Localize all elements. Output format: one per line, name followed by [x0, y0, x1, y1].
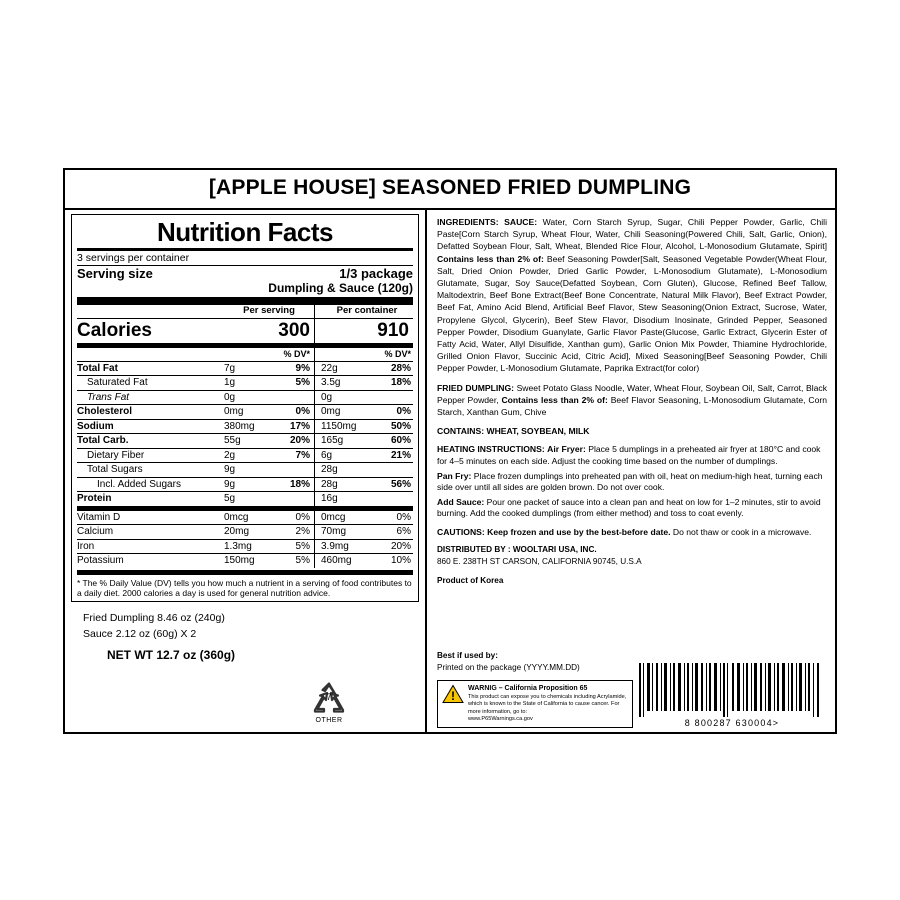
- nutrient-amount-container: 1150mg: [315, 419, 378, 434]
- nutrient-amount-serving: 9g: [220, 463, 276, 478]
- table-row: [77, 434, 413, 449]
- warning-triangle-icon: [442, 684, 464, 724]
- nutrient-dv-container: 6%: [377, 525, 413, 540]
- prop65-body: This product can expose you to chemicals including Acrylamide, which is known to the State of California to cause cancer. For more information, go to:: [468, 693, 627, 715]
- sauce-ingredients-text: Water, Corn Starch Syrup, Sugar, Chili Pepper Powder, Garlic, Chili Paste[Corn Starch Syrup, Wheat Flour, Water, Chili Seasoning(Powered Chili, Salt, Garlic, Onion), Defatted Soybean Flour, Salt, Wheat, Blended Rice Flour, Alcohol, L-Monosodium Glutamate, Spirit]: [437, 217, 827, 252]
- heating-instructions: [437, 444, 827, 520]
- label-footer: [437, 650, 827, 728]
- distributor-address: 860 E. 238TH ST CARSON, CALIFORNIA 90745, U.S.A: [437, 557, 642, 567]
- nutrient-amount-container: 460mg: [315, 554, 378, 568]
- dv-header-2: % DV*: [377, 346, 413, 361]
- dv-header-row: [77, 346, 413, 361]
- nutrient-name: Vitamin D: [77, 508, 220, 525]
- dv-header-1: % DV*: [276, 346, 315, 361]
- table-row: [77, 477, 413, 492]
- barcode-bars: [637, 663, 823, 717]
- nutrient-name: Calcium: [77, 525, 220, 540]
- nutrition-facts-panel: [71, 214, 419, 602]
- nutrient-dv-serving: 18%: [276, 477, 315, 492]
- nutrient-dv-container: 0%: [377, 508, 413, 525]
- nutrient-amount-container: 28g: [315, 477, 378, 492]
- heating-heading: HEATING INSTRUCTIONS:: [437, 444, 545, 455]
- cautions: [437, 527, 827, 537]
- table-row: [77, 463, 413, 478]
- nutrient-dv-container: 10%: [377, 554, 413, 568]
- table-row: [77, 508, 413, 525]
- prop65-title: WARNIG – California Proposition 65: [468, 685, 588, 693]
- calories-label: Calories: [77, 319, 220, 346]
- nutrient-dv-container: [377, 492, 413, 509]
- recycle-symbol: [301, 680, 357, 724]
- serving-size-row: [77, 266, 413, 282]
- nutrient-name: Iron: [77, 539, 220, 554]
- nutrient-amount-container: 3.5g: [315, 376, 378, 391]
- warning-icon: [442, 684, 464, 704]
- nutrient-name: Sodium: [77, 419, 220, 434]
- nutrient-amount-container: 0mcg: [315, 508, 378, 525]
- recycle-label: OTHER: [315, 717, 343, 724]
- ingredients-dumpling: [437, 382, 827, 419]
- table-row: [77, 390, 413, 405]
- nutrient-dv-serving: 0%: [276, 508, 315, 525]
- barcode: [637, 663, 827, 728]
- table-row: [77, 525, 413, 540]
- page-title: [APPLE HOUSE] SEASONED FRIED DUMPLING: [65, 170, 835, 210]
- nutrient-amount-serving: 380mg: [220, 419, 276, 434]
- net-weight: NET WT 12.7 oz (360g): [107, 647, 236, 662]
- product-label: [63, 168, 837, 734]
- nutrient-dv-container: 21%: [377, 448, 413, 463]
- nutrient-amount-serving: 150mg: [220, 554, 276, 568]
- sauce-label: SAUCE:: [504, 217, 538, 227]
- nutrient-amount-serving: 55g: [220, 434, 276, 449]
- barcode-number: [637, 718, 827, 728]
- nutrient-dv-serving: 2%: [276, 525, 315, 540]
- nutrient-amount-container: 22g: [315, 361, 378, 376]
- nutrient-amount-serving: 0mcg: [220, 508, 276, 525]
- table-row: [77, 539, 413, 554]
- nutrient-dv-container: 56%: [377, 477, 413, 492]
- airfryer-label: Air Fryer:: [547, 444, 586, 455]
- cautions-text: Do not thaw or cook in a microwave.: [670, 527, 812, 538]
- nutrient-name: Saturated Fat: [77, 376, 220, 391]
- col-header-per-container: Per container: [315, 305, 414, 318]
- daily-value-footnote: * The % Daily Value (DV) tells you how much a nutrient in a serving of food contributes to a daily diet. 2000 calories a day is used for general nutrition advice.: [77, 577, 412, 599]
- nutrient-dv-container: 18%: [377, 376, 413, 391]
- panfry-text: Place frozen dumplings into preheated pan with oil, heat on medium-high heat, turning each side over until all sides are golden brown. Do not over cook.: [437, 470, 823, 493]
- panfry-label: Pan Fry:: [437, 470, 472, 481]
- nutrient-amount-serving: 0mg: [220, 405, 276, 420]
- nutrient-name: Potassium: [77, 554, 220, 568]
- prop65-warning-box: [437, 680, 633, 728]
- table-row: [77, 376, 413, 391]
- calories-per-container: 910: [315, 319, 414, 346]
- nutrient-amount-serving: 7g: [220, 361, 276, 376]
- table-row: [77, 554, 413, 568]
- best-if-used-by: [437, 650, 633, 728]
- nutrient-dv-container: 60%: [377, 434, 413, 449]
- right-column: [427, 210, 835, 732]
- nutrient-dv-serving: 5%: [276, 376, 315, 391]
- package-contents: [71, 602, 419, 728]
- nutrient-amount-container: 0g: [315, 390, 378, 405]
- nutrient-name-italic: Trans Fat: [87, 391, 130, 403]
- nutrient-dv-serving: 20%: [276, 434, 315, 449]
- table-row: [77, 448, 413, 463]
- nutrient-dv-serving: [276, 463, 315, 478]
- sauce-ingredients-rest: Beef Seasoning Powder[Salt, Seasoned Vegetable Powder(Wheat Flour, Salt, Dried Onion Powder, Dried Garlic Powder, L-Monosodium Glutamate), L-Monosodium Glutamate, Sugar, Soy Sauce(Defatted Soybean, Corn Gluten), Glucose, Refined Beef Tallow, Maltodextrin, Beef Bone Extract(Beef Bone Concentrate, Natural Milk Flavor), Beef Extract Powder, Beef Fat, Amino Acid Blend, Artificial Beef Flavor, Stew Seasoning(Onion Extract, Sucrose, Water, Propylene Glycol, Glycerin), Beef Stew Flavor, Disodium Inosinate, Grinded Pepper, Seasoned Pepper Powder, Disodium Guanylate, Garlic Flavor Paste(Glucose, Garlic Extract, Glycerin Ester of Fatty Acid, Water, Allyl Disulfide, Xanthan gum), Garlic Onion Mix Powder, Thiamine Hydrochloride, Grilled Onion Flavor, Succinic Acid, Citric Acid], Mixed Seasoning[Beef Seasoning Powder, Chili Pepper Powder, L-Monosodium Glutamate, Paprika Extract(for color): [437, 253, 828, 374]
- nutrition-facts-title: Nutrition Facts: [157, 217, 333, 247]
- ingredients-heading: INGREDIENTS:: [437, 217, 499, 227]
- contents-line-1: Fried Dumpling 8.46 oz (240g): [83, 611, 225, 624]
- recycle-number: 7: [326, 692, 332, 702]
- dumpling-ingredients-rest: Beef Flavor Seasoning, L-Monosodium Glutamate, Corn Starch, Xanthan Gum, Chive: [437, 394, 827, 418]
- nutrient-dv-container: 0%: [377, 405, 413, 420]
- nutrient-amount-container: 28g: [315, 463, 378, 478]
- nutrient-dv-container: 28%: [377, 361, 413, 376]
- nutrient-dv-serving: 0%: [276, 405, 315, 420]
- allergen-statement: [437, 425, 827, 437]
- prop65-text-block: [468, 684, 628, 724]
- allergen-text: CONTAINS: WHEAT, SOYBEAN, MILK: [437, 426, 590, 437]
- nutrient-amount-serving: 1g: [220, 376, 276, 391]
- nutrient-dv-container: [377, 390, 413, 405]
- nutrient-name: Total Carb.: [77, 434, 220, 449]
- cautions-label: CAUTIONS:: [437, 527, 485, 538]
- nutrient-amount-container: 6g: [315, 448, 378, 463]
- nutrient-name: Cholesterol: [77, 405, 220, 420]
- nutrient-name: Dietary Fiber: [77, 448, 220, 463]
- nutrient-amount-serving: 5g: [220, 492, 276, 509]
- nutrient-amount-container: 16g: [315, 492, 378, 509]
- nutrient-amount-serving: 20mg: [220, 525, 276, 540]
- distributor-info: [437, 544, 827, 587]
- calories-per-serving: 300: [220, 319, 315, 346]
- serving-size-value: 1/3 package: [339, 265, 413, 281]
- distributed-by-label: DISTRIBUTED BY :: [437, 545, 511, 555]
- nutrient-name: Total Fat: [77, 361, 220, 376]
- nutrient-amount-serving: 2g: [220, 448, 276, 463]
- nutrient-amount-container: 0mg: [315, 405, 378, 420]
- label-columns: [65, 210, 835, 732]
- serving-size-label: Serving size: [77, 265, 153, 281]
- addsauce-text: Pour one packet of sauce into a clean pan and heat on low for 1–2 minutes, stir to avoid burning. Add the cooked dumplings (from either method) and toss to coat evenly.: [437, 496, 821, 519]
- barcode-digits: 8 800287 630004: [684, 718, 773, 728]
- nutrient-amount-serving: 1.3mg: [220, 539, 276, 554]
- serving-size-detail: Dumpling & Sauce (120g): [268, 280, 413, 295]
- table-row: [77, 419, 413, 434]
- best-if-text: Printed on the package (YYYY.MM.DD): [437, 663, 580, 673]
- cautions-bold-text: Keep frozen and use by the best-before date.: [484, 527, 671, 538]
- contents-line-2: Sauce 2.12 oz (60g) X 2: [83, 627, 197, 640]
- table-row: [77, 492, 413, 509]
- best-if-label: Best if used by:: [437, 650, 498, 660]
- nutrient-amount-container: 165g: [315, 434, 378, 449]
- col-header-per-serving: Per serving: [243, 305, 295, 317]
- nutrient-dv-serving: 5%: [276, 554, 315, 568]
- nutrient-name: [77, 390, 220, 405]
- table-row: [77, 405, 413, 420]
- nutrition-table: [77, 305, 413, 567]
- nutrient-dv-serving: 9%: [276, 361, 315, 376]
- nutrient-dv-container: 50%: [377, 419, 413, 434]
- sauce-contains-less-label: Contains less than 2% of:: [437, 253, 544, 264]
- nutrient-amount-container: 3.9mg: [315, 539, 378, 554]
- nutrient-amount-container: 70mg: [315, 525, 378, 540]
- nutrient-dv-serving: [276, 492, 315, 509]
- dumpling-ingredients-text: Sweet Potato Glass Noodle, Water, Wheat Flour, Soybean Oil, Salt, Carrot, Black Pepper Powder,: [437, 382, 827, 405]
- ingredients-sauce: [437, 216, 827, 375]
- distributor-company: WOOLTARI USA, INC.: [510, 545, 597, 555]
- nutrient-dv-serving: 5%: [276, 539, 315, 554]
- nutrient-amount-serving: 0g: [220, 390, 276, 405]
- nutrient-dv-serving: [276, 390, 315, 405]
- table-row: [77, 361, 413, 376]
- nutrient-dv-container: [377, 463, 413, 478]
- airfryer-text: Place 5 dumplings in a preheated air fryer at 180°C and cook for 4–5 minutes on each side. Adjust the cooking time based on the number of dumplings.: [437, 444, 821, 467]
- nutrient-dv-serving: 17%: [276, 419, 315, 434]
- svg-text:!: !: [451, 689, 455, 704]
- nutrient-amount-serving: 9g: [220, 477, 276, 492]
- calories-row: [77, 319, 413, 346]
- nutrient-name: Incl. Added Sugars: [77, 477, 220, 492]
- dumpling-contains-less-label: Contains less than 2% of:: [501, 394, 608, 405]
- addsauce-label: Add Sauce:: [437, 496, 485, 507]
- nutrient-name: Total Sugars: [77, 463, 220, 478]
- country-of-origin: Product of Korea: [437, 575, 504, 585]
- nutrition-col-headers: [77, 305, 413, 318]
- nutrient-dv-container: 20%: [377, 539, 413, 554]
- nutrient-dv-serving: 7%: [276, 448, 315, 463]
- dumpling-label: FRIED DUMPLING:: [437, 382, 515, 393]
- servings-per-container: 3 servings per container: [77, 251, 190, 264]
- barcode-suffix: >: [772, 718, 780, 728]
- nutrient-name: Protein: [77, 492, 220, 509]
- left-column: [65, 210, 427, 732]
- prop65-url: www.P65Warnings.ca.gov: [468, 716, 533, 723]
